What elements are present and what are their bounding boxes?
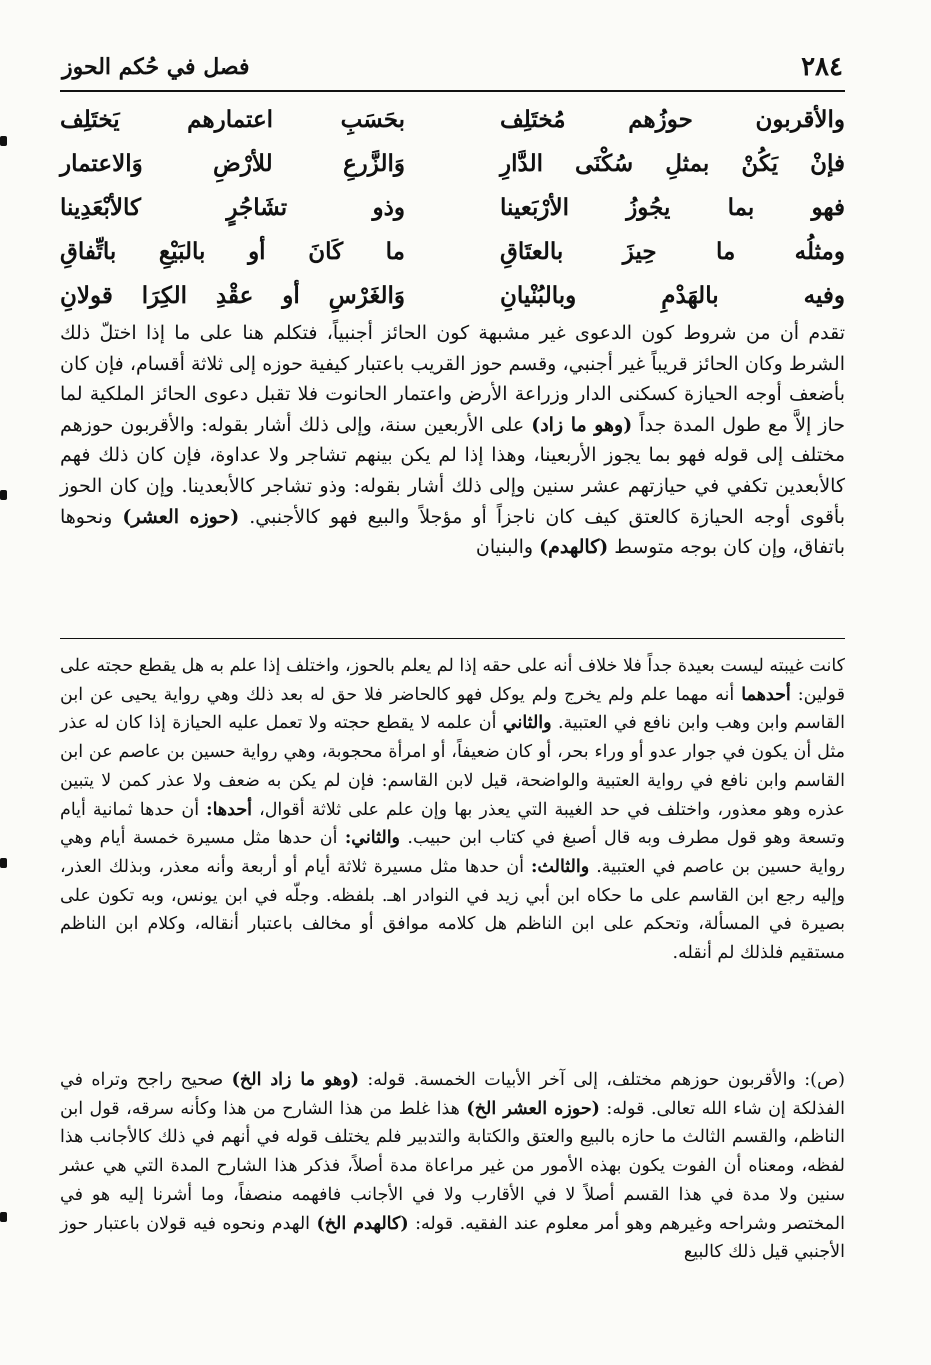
verse-second-hemistich: بحَسَبِ اعتمارهم يَختَلِف xyxy=(60,106,405,133)
gloss-bold-term: (كالهدم الخ) xyxy=(316,1213,409,1234)
footnote-separator xyxy=(60,638,845,639)
scan-edge-mark xyxy=(0,136,7,146)
commentary-text: تقدم أن من شروط كون الدعوى غير مشبهة كون الحائز أجنبياً، فتكلم هنا على ما إذا اختلّ ذلك الشرط وكان الحائز قريباً غير أجنبي، وقسم حوز القريب باعتبار كيفية حوزه إلى ثلاثة أقسام، فإن كان بأضعف أوجه الحيازة كسكنى الدار وزراعة الأرض واعتمار الحانوت فلا تقبل دعوى الحائز الملكية لما حاز إلاَّ مع طول المدة جداً xyxy=(60,322,846,436)
verse-first-hemistich: وفيه بالهَدْمِ وبالبُنْيانِ xyxy=(500,282,845,309)
footnote-bold-term: والثاني: xyxy=(344,828,401,849)
quoted-phrase: (وهو ما زاد) xyxy=(531,413,633,436)
verse-first-hemistich: والأقربون حوزُهم مُختَلِف xyxy=(500,106,845,133)
footnote-text: أن حدها ثمانية أيام وتسعة وهو قول مطرف وبه قال أصبغ في كتاب ابن حبيب. xyxy=(60,799,845,849)
gloss-text: صحيح راجح وتراه في الفذلكة إن شاء الله تعالى. قوله: xyxy=(60,1070,845,1119)
commentary-text: والبنيان xyxy=(475,536,534,559)
page-header xyxy=(60,48,845,92)
verse-first-hemistich: فإنْ يَكُنْ بمثلِ سُكْنَى الدَّارِ xyxy=(500,150,845,177)
verse-line xyxy=(60,100,845,144)
scan-edge-mark xyxy=(0,1212,7,1222)
verse-second-hemistich: وَالغَرْسِ أو عقْدِ الكِرَا قولانِ xyxy=(60,282,405,309)
verse-first-hemistich: ومثلُه ما حِيزَ بالعتَاقِ xyxy=(500,238,845,265)
verse-line xyxy=(60,188,845,232)
gloss-bold-term: (وهو ما زاد الخ) xyxy=(231,1070,359,1090)
scan-edge-mark xyxy=(0,490,7,500)
scan-edge-mark xyxy=(0,858,7,868)
verse-first-hemistich: فهو بما يجُوزُ الأرْبَعينا xyxy=(500,194,845,221)
footnote-paragraph xyxy=(60,652,845,968)
verse-second-hemistich: وذو تشَاجُرٍ كالأبْعَدِينا xyxy=(60,194,405,221)
gloss-text: (ص): والأقربون حوزهم مختلف، إلى آخر الأبيات الخمسة. قوله: xyxy=(367,1070,845,1090)
gloss-paragraph xyxy=(60,1066,845,1267)
footnote-bold-term: والثاني xyxy=(502,713,552,734)
verse-second-hemistich: وَالزَّرعِ للأرْضِ وَالاعتمار xyxy=(60,150,405,177)
gloss-text: الهدم ونحوه فيه قولان باعتبار حوز الأجنبي قيل ذلك كالبيع xyxy=(60,1213,845,1263)
poem-verses xyxy=(60,100,845,320)
commentary-text: على الأربعين سنة، وإلى ذلك أشار بقوله: والأقربون حوزهم مختلف إلى قوله فهو بما يجوز الأربعينا، وهذا إذا لم يكن بينهم تشاجر ولا عداوة، فإن كان ذلك فهم كالأبعدين تكفي في حيازتهم عشر سنين وإلى ذلك أشار بقوله: وذو تشاجر كالأبعدينا. وإن كان الحوز بأقوى أوجه الحيازة كالعتق كيف كان ناجزاً أو مؤجلاً والبيع فهو كالأجنبي. xyxy=(60,413,845,528)
quoted-phrase: (كالهدم) xyxy=(539,536,609,559)
footnote-bold-term: أحدها: xyxy=(206,799,253,820)
footnote-bold-term: أحدهما xyxy=(741,684,791,705)
verse-line xyxy=(60,144,845,188)
gloss-bold-term: (حوزه العشر الخ) xyxy=(466,1098,600,1119)
verse-line xyxy=(60,232,845,276)
footnote-text: أن حدها مثل مسيرة خمسة أيام وهي رواية حسين بن عاصم في العتبية. xyxy=(60,828,845,877)
verse-second-hemistich: ما كَانَ أو بالبَيْعِ باتِّفاقِ xyxy=(60,238,405,265)
footnote-text: أن علمه لا يقطع حجته ولا تعمل عليه الحيازة إذا كان له عذر مثل أن يكون في جوار عدو أو وراء بحر، أو كان ضعيفاً، أو امرأة محجوبة، وهي رواية حسين بن عاصم عن ابن القاسم وابن نافع في رواية العتبية والواضحة، قيل لابن القاسم: فإن لم يكن به ضعف ولا عذر كمن لا يتبين عذره وهو معذور، واختلف في حد الغيبة التي يعذر بها وإن علم على ثلاثة أقوال، xyxy=(60,713,845,820)
verse-line xyxy=(60,276,845,320)
footnote-bold-term: والثالث: xyxy=(530,856,590,877)
footnote-text: أن حدها مثل مسيرة ثلاثة أيام أو أربعة وأنه معذر، وبذلك العذر، وإليه رجع ابن القاسم على ما حكاه ابن أبي زيد في النوادر اهـ. بلفظه. وجلّه في ابن يونس، وبه تكون على بصيرة في المسألة، وتحكم على ابن الناظم هل كلامه موافق أو مخالف باعتبار أنقاله، وكلام ابن الناظم مستقيم فلذلك لم أنقله. xyxy=(60,856,845,964)
chapter-title: فصل في حُكم الحوز xyxy=(62,54,250,80)
quoted-phrase: (حوزه العشر) xyxy=(122,505,240,528)
footnote-text: كانت غيبته ليست بعيدة جداً فلا خلاف أنه على حقه إذا لم يعلم بالحوز، واختلف إذا علم به هل يقطع حجته على قولين: xyxy=(60,656,845,705)
gloss-text: هذا غلط من هذا الشارح من هذا وكأنه سرقه، قول ابن الناظم، والقسم الثالث ما حازه بالبيع والعتق والكتابة والتدبير فلم يختلف قوله في أنهم في ذلك كالأجانب هذا لفظه، ومعناه أن الفوت يكون بهذه الأمور من غير مراعاة مدة أصلاً، فذكر هذا الشارح المدة التي هي عشر سنين ولا مدة في هذا القسم أصلاً لا في الأقارب ولا في الأجانب فافهمه منصفاً، وما أشرنا إليه هو في المختصر وشراحه وغيرهم وهو أمر معلوم عند الفقيه. قوله: xyxy=(60,1098,845,1234)
commentary-text: ونحوها باتفاق، وإن كان بوجه متوسط xyxy=(60,505,845,559)
commentary-paragraph xyxy=(60,318,845,563)
page-number: ٢٨٤ xyxy=(801,52,843,82)
footnote-text: أنه مهما علم ولم يخرج ولم يوكل فهو كالحاضر فلا حق له بعد ذلك وهي رواية يحيى عن ابن القاسم وابن وهب وابن نافع في العتبية. xyxy=(60,684,845,734)
